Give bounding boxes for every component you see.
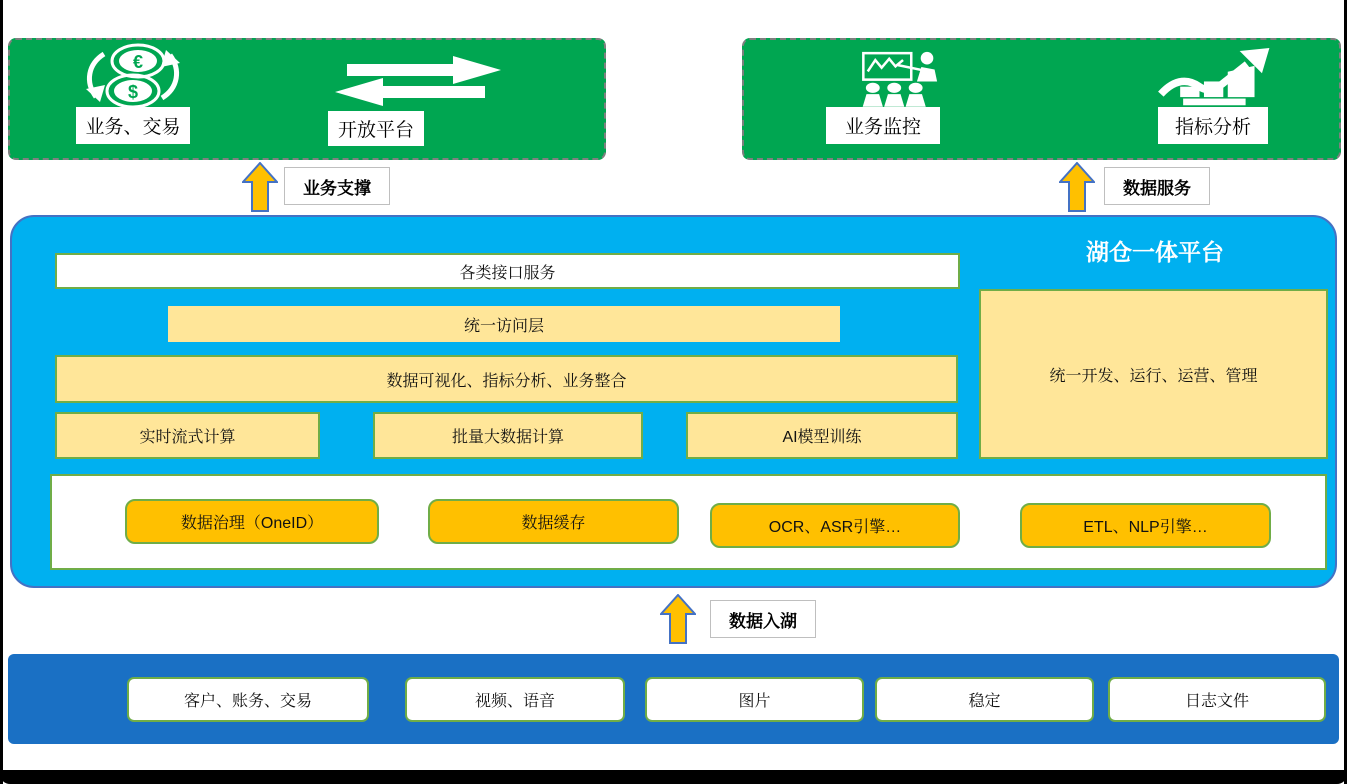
ocr-asr-engine-box: OCR、ASR引擎… <box>710 503 960 548</box>
data-ingest-tag: 数据入湖 <box>710 600 816 638</box>
frame-left-edge <box>0 0 3 784</box>
data-governance-box: 数据治理（OneID） <box>125 499 379 544</box>
data-service-tag: 数据服务 <box>1104 167 1210 205</box>
source-stable-box: 稳定 <box>875 677 1094 722</box>
interface-layer-bar: 各类接口服务 <box>55 253 960 289</box>
source-video-audio-box: 视频、语音 <box>405 677 625 722</box>
platform-title: 湖仓一体平台 <box>1086 239 1224 265</box>
data-cache-box: 数据缓存 <box>428 499 679 544</box>
source-image-box: 图片 <box>645 677 864 722</box>
etl-nlp-engine-box: ETL、NLP引擎… <box>1020 503 1271 548</box>
access-layer-bar: 统一访问层 <box>168 306 840 342</box>
viz-layer-bar: 数据可视化、指标分析、业务整合 <box>55 355 958 403</box>
currency-exchange-icon <box>78 42 188 110</box>
business-trade-label: 业务、交易 <box>76 107 190 144</box>
source-logfile-box: 日志文件 <box>1108 677 1326 722</box>
source-customer-box: 客户、账务、交易 <box>127 677 369 722</box>
svg-text:€: € <box>132 52 144 72</box>
business-support-tag: 业务支撑 <box>284 167 390 205</box>
metric-analysis-label: 指标分析 <box>1158 107 1268 144</box>
batch-compute-box: 批量大数据计算 <box>373 412 643 459</box>
presentation-icon <box>838 50 970 108</box>
growth-chart-icon <box>1138 48 1290 106</box>
open-platform-label: 开放平台 <box>328 111 424 146</box>
svg-text:$: $ <box>127 82 139 102</box>
frame-bottom-edge <box>0 770 1347 784</box>
unified-ops-box: 统一开发、运行、运营、管理 <box>979 289 1328 459</box>
realtime-compute-box: 实时流式计算 <box>55 412 320 459</box>
ai-training-box: AI模型训练 <box>686 412 958 459</box>
transfer-arrows-icon <box>335 55 503 107</box>
up-arrow-icon <box>242 162 278 212</box>
business-monitor-label: 业务监控 <box>826 107 940 144</box>
up-arrow-icon <box>660 594 696 644</box>
up-arrow-icon <box>1059 162 1095 212</box>
